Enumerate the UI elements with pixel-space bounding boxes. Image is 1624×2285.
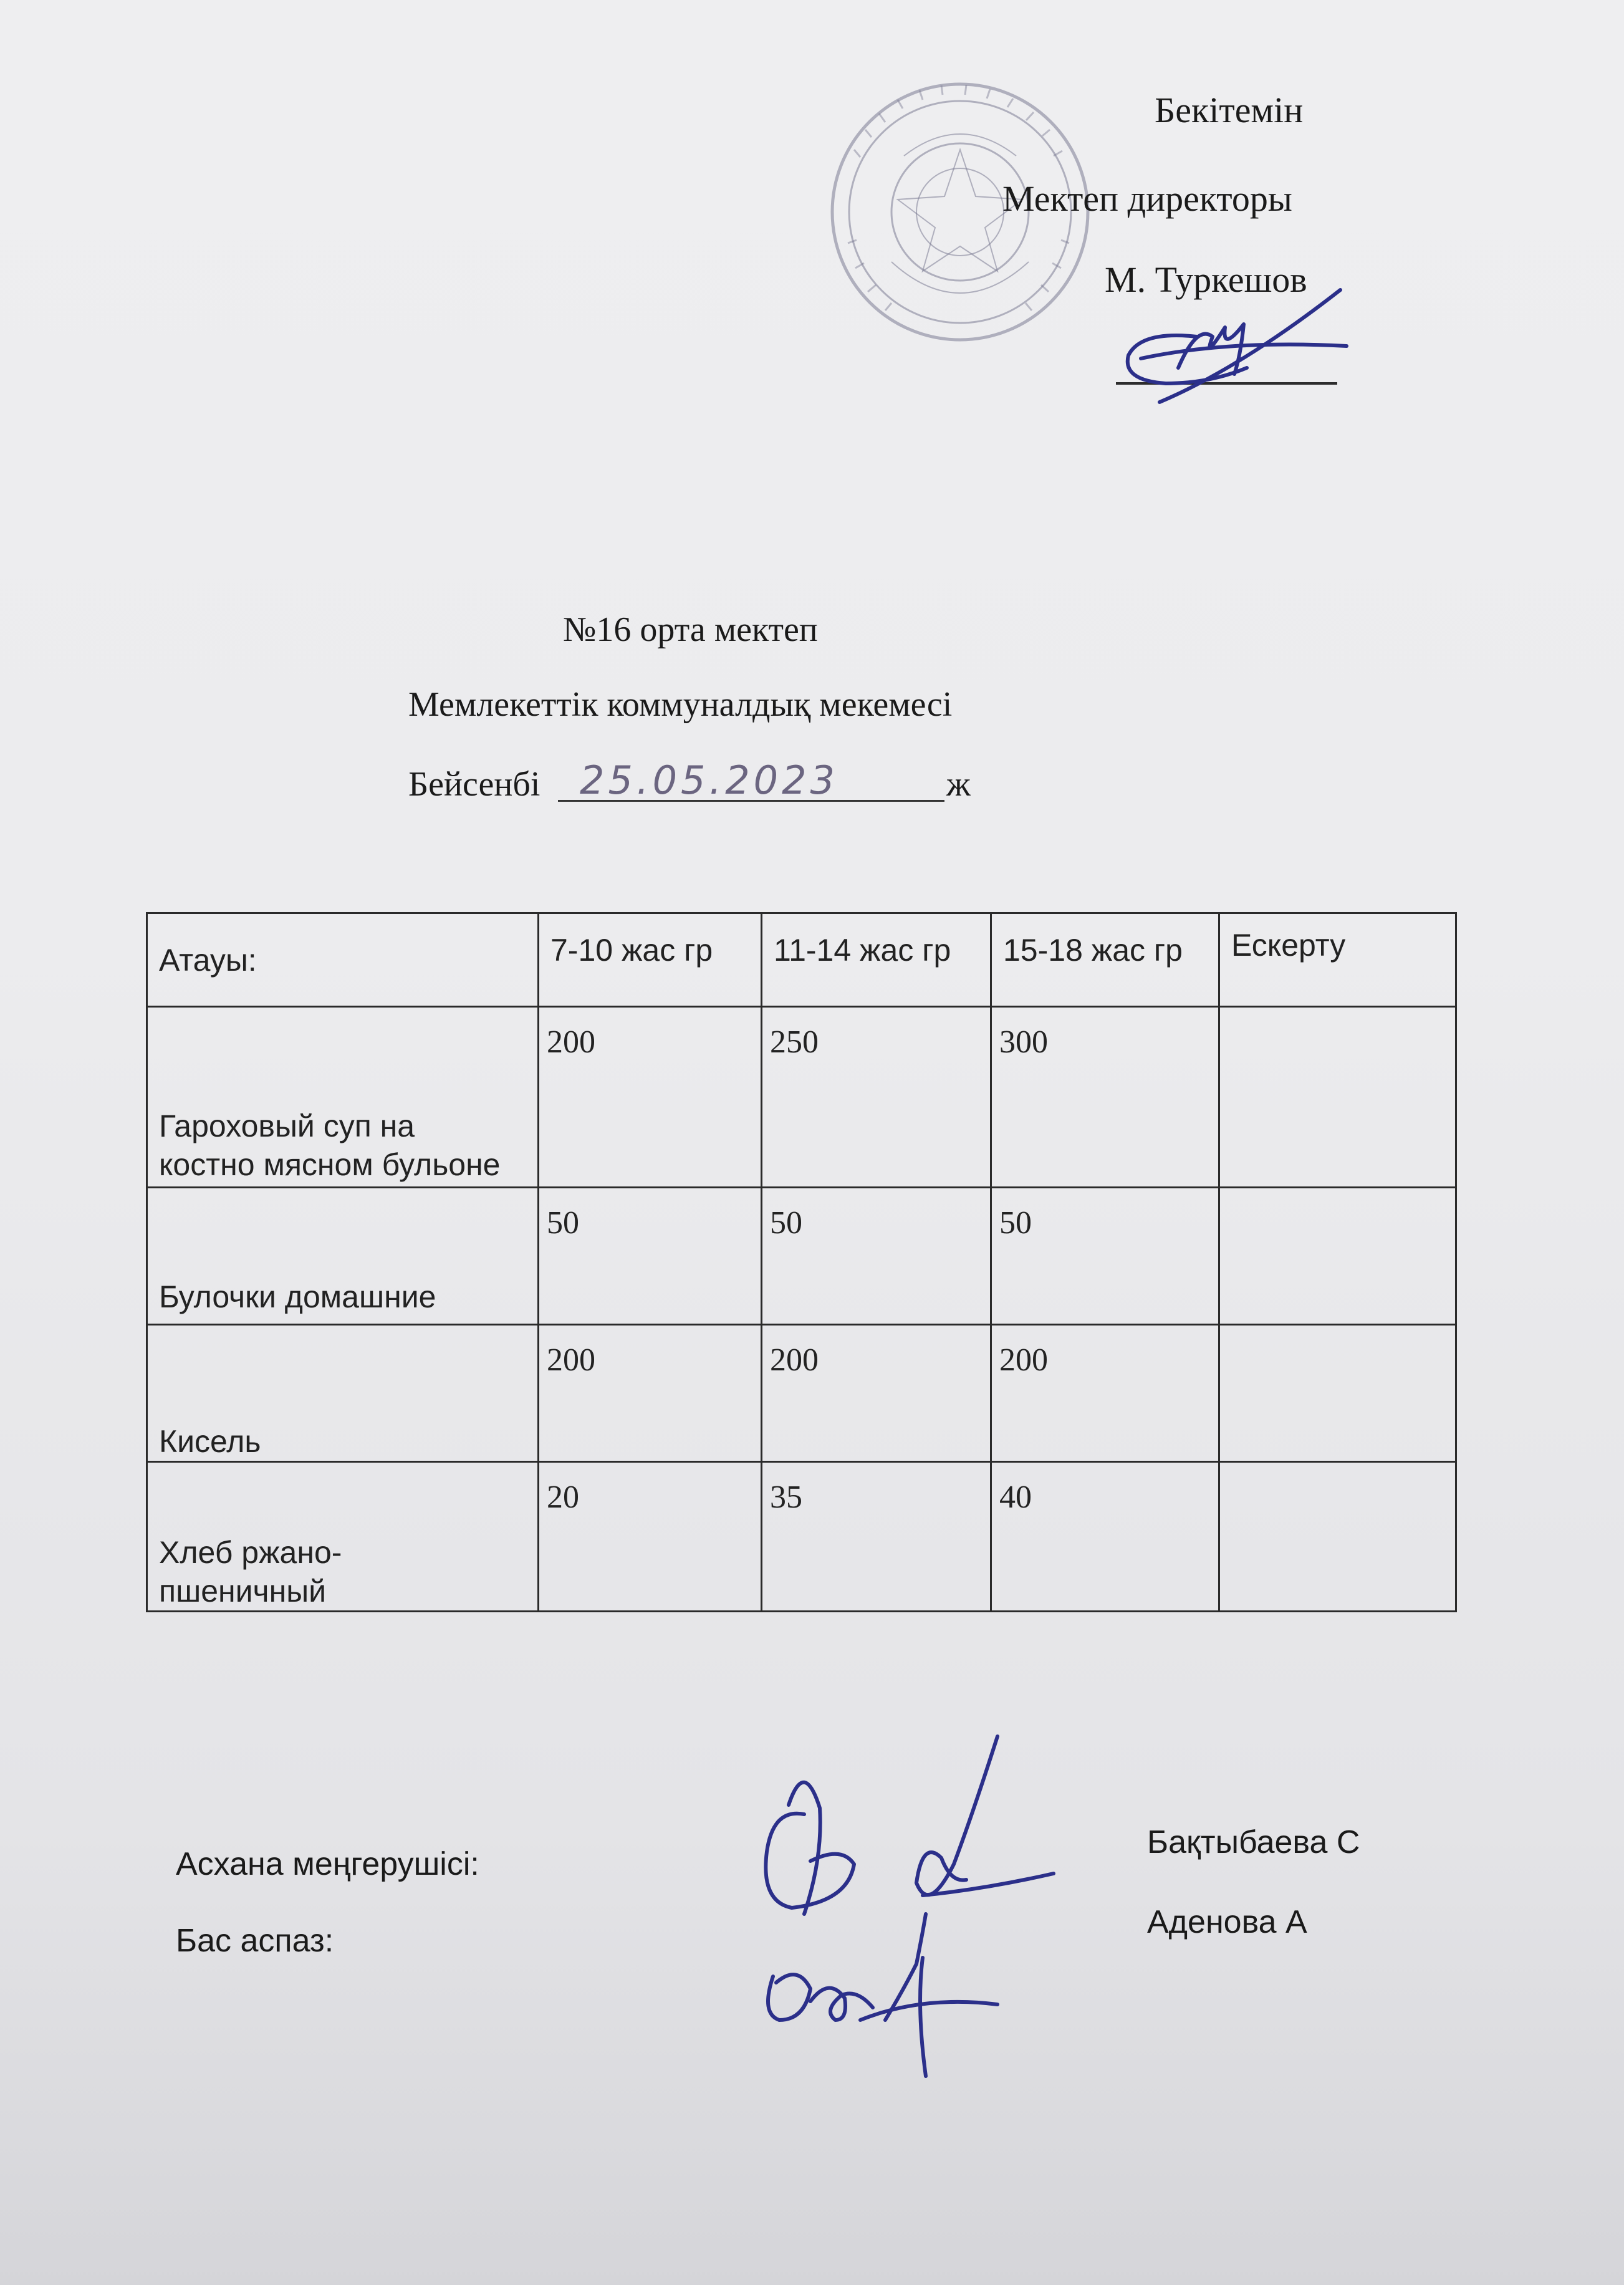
portion-value: 200 <box>999 1342 1048 1378</box>
approval-title: Бекітемін <box>1155 90 1304 130</box>
dish-cell <box>147 1462 539 1612</box>
canteen-head-label: Асхана меңгерушісі: <box>176 1846 479 1882</box>
portion-value: 250 <box>770 1024 819 1060</box>
portion-value: 200 <box>770 1342 819 1378</box>
table-row <box>147 1462 1456 1612</box>
date-suffix: ж <box>946 765 971 804</box>
portion-value: 50 <box>547 1205 579 1241</box>
director-signature <box>1103 281 1353 424</box>
portion-cell <box>762 1007 991 1188</box>
head-cook-label: Бас аспаз: <box>176 1923 334 1959</box>
header-cell <box>539 913 762 1007</box>
note-value <box>1220 1325 1455 1342</box>
dish-name: Хлеб ржано-пшеничный <box>159 1535 342 1609</box>
portion-value: 300 <box>999 1024 1048 1060</box>
header-age-7-10: 7-10 жас гр <box>550 933 713 968</box>
note-value <box>1220 1188 1455 1205</box>
header-note: Ескерту <box>1231 928 1346 963</box>
portion-cell <box>539 1007 762 1188</box>
dish-cell <box>147 1325 539 1462</box>
portion-cell <box>539 1462 762 1612</box>
table-row <box>147 1188 1456 1325</box>
portion-value: 20 <box>547 1479 579 1515</box>
header-cell <box>147 913 539 1007</box>
note-value <box>1220 1463 1455 1479</box>
portion-cell <box>991 1462 1219 1612</box>
official-stamp <box>817 56 1091 393</box>
canteen-head-name: Бақтыбаева С <box>1147 1824 1360 1860</box>
header-name: Атауы: <box>159 943 257 978</box>
dish-cell <box>147 1188 539 1325</box>
table-header-row <box>147 913 1456 1007</box>
table-row <box>147 1325 1456 1462</box>
header-cell <box>1219 913 1456 1007</box>
portion-value: 50 <box>770 1205 802 1241</box>
dish-name: Булочки домашние <box>159 1279 436 1314</box>
staff-signatures <box>736 1727 1072 2089</box>
portion-value: 50 <box>999 1205 1032 1241</box>
note-cell <box>1219 1325 1456 1462</box>
table-row <box>147 1007 1456 1188</box>
portion-value: 200 <box>547 1342 595 1378</box>
day-label: Бейсенбі <box>408 765 541 804</box>
school-name: №16 орта мектеп <box>563 610 818 649</box>
header-age-15-18: 15-18 жас гр <box>1003 933 1183 968</box>
head-cook-name: Аденова А <box>1147 1904 1307 1940</box>
portion-value: 35 <box>770 1479 802 1515</box>
dish-name: Кисель <box>159 1423 261 1459</box>
portion-cell <box>762 1325 991 1462</box>
note-cell <box>1219 1462 1456 1612</box>
menu-table <box>146 912 1457 1612</box>
header-age-11-14: 11-14 жас гр <box>774 933 951 968</box>
header-cell <box>762 913 991 1007</box>
header-cell <box>991 913 1219 1007</box>
dish-name: Гароховый суп на костно мясном бульоне <box>159 1109 501 1182</box>
institution-type: Мемлекеттік коммуналдық мекемесі <box>408 685 953 724</box>
portion-cell <box>991 1188 1219 1325</box>
approval-director-name: М. Туркешов <box>1105 259 1307 300</box>
note-value <box>1220 1008 1455 1024</box>
portion-cell <box>539 1325 762 1462</box>
portion-cell <box>991 1325 1219 1462</box>
note-cell <box>1219 1007 1456 1188</box>
portion-cell <box>762 1188 991 1325</box>
portion-cell <box>539 1188 762 1325</box>
dish-cell <box>147 1007 539 1188</box>
portion-value: 200 <box>547 1024 595 1060</box>
portion-value: 40 <box>999 1479 1032 1515</box>
portion-cell <box>762 1462 991 1612</box>
note-cell <box>1219 1188 1456 1325</box>
portion-cell <box>991 1007 1219 1188</box>
approval-position: Мектеп директоры <box>1002 178 1292 219</box>
handwritten-date: 25.05.2023 <box>580 758 838 803</box>
